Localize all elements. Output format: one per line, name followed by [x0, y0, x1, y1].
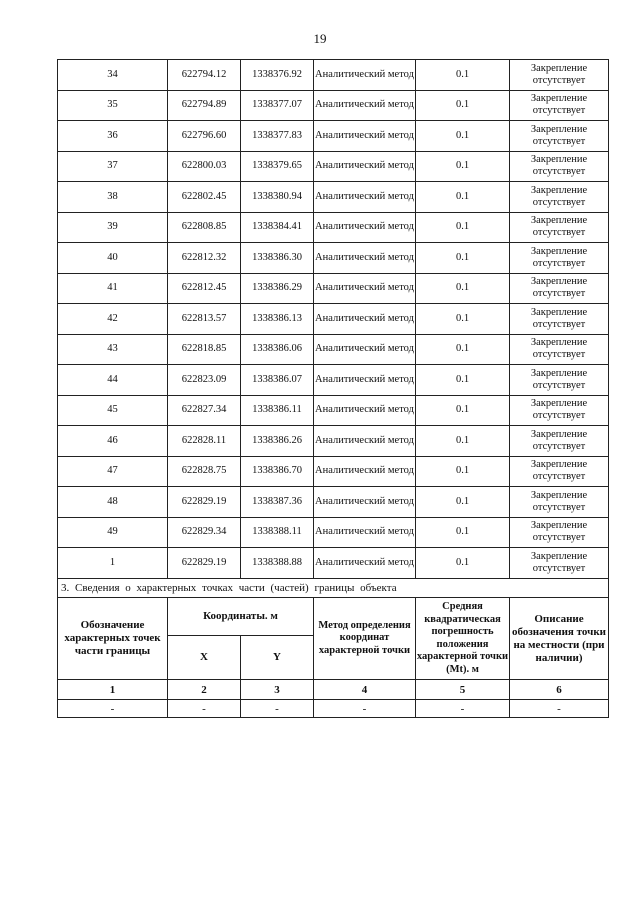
accuracy-cell: 0.1 — [416, 365, 510, 396]
method-cell: Аналитический метод — [314, 121, 416, 152]
description-cell: Закрепление отсутствует — [510, 273, 609, 304]
section-title: 3. Сведения о характерных точках части (частей) границы объекта — [58, 579, 609, 598]
column-number: 2 — [168, 680, 241, 700]
table-row — [58, 182, 609, 213]
method-cell: Аналитический метод — [314, 182, 416, 213]
description-cell: Закрепление отсутствует — [510, 548, 609, 579]
table-row — [58, 548, 609, 579]
accuracy-cell: 0.1 — [416, 90, 510, 121]
description-cell: Закрепление отсутствует — [510, 365, 609, 396]
method-cell: Аналитический метод — [314, 487, 416, 518]
table-row — [58, 334, 609, 365]
accuracy-cell: 0.1 — [416, 395, 510, 426]
table-row — [58, 426, 609, 457]
method-cell: Аналитический метод — [314, 151, 416, 182]
coordinate-y-cell: 1338386.70 — [241, 456, 314, 487]
coordinate-y-cell: 1338386.29 — [241, 273, 314, 304]
coordinate-y-cell: 1338386.30 — [241, 243, 314, 274]
point-number-cell: 43 — [58, 334, 168, 365]
description-cell: Закрепление отсутствует — [510, 182, 609, 213]
coordinate-x-cell: 622829.34 — [168, 517, 241, 548]
method-cell: Аналитический метод — [314, 395, 416, 426]
coordinate-y-cell: 1338388.11 — [241, 517, 314, 548]
column-number: 6 — [510, 680, 609, 700]
table-row — [58, 395, 609, 426]
point-number-cell: 44 — [58, 365, 168, 396]
empty-cell: - — [241, 700, 314, 718]
description-cell: Закрепление отсутствует — [510, 243, 609, 274]
accuracy-cell: 0.1 — [416, 487, 510, 518]
points-table — [57, 59, 609, 579]
coordinate-x-cell: 622812.32 — [168, 243, 241, 274]
coordinate-x-cell: 622794.12 — [168, 60, 241, 91]
method-cell: Аналитический метод — [314, 304, 416, 335]
accuracy-cell: 0.1 — [416, 334, 510, 365]
coordinate-x-cell: 622812.45 — [168, 273, 241, 304]
coordinate-x-cell: 622829.19 — [168, 548, 241, 579]
header-designation: Обозначение характерных точек части границы — [58, 598, 168, 680]
point-number-cell: 37 — [58, 151, 168, 182]
description-cell: Закрепление отсутствует — [510, 517, 609, 548]
description-cell: Закрепление отсутствует — [510, 487, 609, 518]
empty-cell: - — [416, 700, 510, 718]
accuracy-cell: 0.1 — [416, 517, 510, 548]
description-cell: Закрепление отсутствует — [510, 212, 609, 243]
description-cell: Закрепление отсутствует — [510, 60, 609, 91]
header-accuracy: Средняя квадратическая погрешность положения характерной точки (Mt). м — [416, 598, 510, 680]
method-cell: Аналитический метод — [314, 90, 416, 121]
empty-cell: - — [58, 700, 168, 718]
description-cell: Закрепление отсутствует — [510, 334, 609, 365]
table-row — [58, 517, 609, 548]
method-cell: Аналитический метод — [314, 365, 416, 396]
empty-cell: - — [314, 700, 416, 718]
coordinate-y-cell: 1338386.07 — [241, 365, 314, 396]
method-cell: Аналитический метод — [314, 548, 416, 579]
coordinate-x-cell: 622828.11 — [168, 426, 241, 457]
method-cell: Аналитический метод — [314, 456, 416, 487]
empty-data-row — [58, 700, 609, 718]
point-number-cell: 47 — [58, 456, 168, 487]
points-table-body — [58, 60, 609, 579]
point-number-cell: 34 — [58, 60, 168, 91]
description-cell: Закрепление отсутствует — [510, 304, 609, 335]
coordinate-y-cell: 1338386.11 — [241, 395, 314, 426]
table-row — [58, 487, 609, 518]
table-row — [58, 304, 609, 335]
method-cell: Аналитический метод — [314, 426, 416, 457]
point-number-cell: 40 — [58, 243, 168, 274]
coordinate-x-cell: 622828.75 — [168, 456, 241, 487]
table-row — [58, 60, 609, 91]
header-method: Метод определения координат характерной точки — [314, 598, 416, 680]
accuracy-cell: 0.1 — [416, 60, 510, 91]
accuracy-cell: 0.1 — [416, 456, 510, 487]
method-cell: Аналитический метод — [314, 517, 416, 548]
method-cell: Аналитический метод — [314, 273, 416, 304]
header-description: Описание обозначения точки на местности (при наличии) — [510, 598, 609, 680]
coordinate-y-cell: 1338377.07 — [241, 90, 314, 121]
table-row — [58, 212, 609, 243]
coordinate-y-cell: 1338380.94 — [241, 182, 314, 213]
table-row — [58, 121, 609, 152]
part-boundary-table — [57, 578, 609, 718]
point-number-cell: 42 — [58, 304, 168, 335]
accuracy-cell: 0.1 — [416, 182, 510, 213]
table-row — [58, 456, 609, 487]
accuracy-cell: 0.1 — [416, 273, 510, 304]
coordinate-x-cell: 622827.34 — [168, 395, 241, 426]
table-row — [58, 365, 609, 396]
coordinate-y-cell: 1338387.36 — [241, 487, 314, 518]
coordinate-y-cell: 1338384.41 — [241, 212, 314, 243]
coordinate-y-cell: 1338376.92 — [241, 60, 314, 91]
description-cell: Закрепление отсутствует — [510, 151, 609, 182]
coordinate-y-cell: 1338377.83 — [241, 121, 314, 152]
header-x: X — [168, 636, 241, 680]
coordinate-x-cell: 622796.60 — [168, 121, 241, 152]
empty-cell: - — [510, 700, 609, 718]
column-number: 5 — [416, 680, 510, 700]
point-number-cell: 46 — [58, 426, 168, 457]
table-row — [58, 90, 609, 121]
description-cell: Закрепление отсутствует — [510, 426, 609, 457]
coordinate-x-cell: 622818.85 — [168, 334, 241, 365]
accuracy-cell: 0.1 — [416, 243, 510, 274]
method-cell: Аналитический метод — [314, 334, 416, 365]
coordinate-x-cell: 622802.45 — [168, 182, 241, 213]
accuracy-cell: 0.1 — [416, 304, 510, 335]
coordinate-x-cell: 622829.19 — [168, 487, 241, 518]
description-cell: Закрепление отсутствует — [510, 90, 609, 121]
point-number-cell: 49 — [58, 517, 168, 548]
column-number: 1 — [58, 680, 168, 700]
empty-cell: - — [168, 700, 241, 718]
method-cell: Аналитический метод — [314, 212, 416, 243]
coordinate-x-cell: 622823.09 — [168, 365, 241, 396]
point-number-cell: 38 — [58, 182, 168, 213]
header-coordinates: Координаты. м — [168, 598, 314, 636]
accuracy-cell: 0.1 — [416, 426, 510, 457]
coordinate-y-cell: 1338386.13 — [241, 304, 314, 335]
coordinate-y-cell: 1338388.88 — [241, 548, 314, 579]
point-number-cell: 36 — [58, 121, 168, 152]
column-numbers-row — [58, 680, 609, 700]
coordinate-y-cell: 1338379.65 — [241, 151, 314, 182]
accuracy-cell: 0.1 — [416, 151, 510, 182]
coordinate-x-cell: 622808.85 — [168, 212, 241, 243]
table-row — [58, 243, 609, 274]
description-cell: Закрепление отсутствует — [510, 395, 609, 426]
coordinate-y-cell: 1338386.06 — [241, 334, 314, 365]
point-number-cell: 39 — [58, 212, 168, 243]
column-number: 4 — [314, 680, 416, 700]
point-number-cell: 45 — [58, 395, 168, 426]
point-number-cell: 41 — [58, 273, 168, 304]
point-number-cell: 48 — [58, 487, 168, 518]
table-row — [58, 151, 609, 182]
page-number: 19 — [313, 31, 327, 46]
coordinate-y-cell: 1338386.26 — [241, 426, 314, 457]
coordinate-x-cell: 622800.03 — [168, 151, 241, 182]
table-row — [58, 273, 609, 304]
point-number-cell: 1 — [58, 548, 168, 579]
method-cell: Аналитический метод — [314, 243, 416, 274]
description-cell: Закрепление отсутствует — [510, 456, 609, 487]
description-cell: Закрепление отсутствует — [510, 121, 609, 152]
header-y: Y — [241, 636, 314, 680]
accuracy-cell: 0.1 — [416, 212, 510, 243]
accuracy-cell: 0.1 — [416, 548, 510, 579]
accuracy-cell: 0.1 — [416, 121, 510, 152]
coordinate-x-cell: 622813.57 — [168, 304, 241, 335]
column-number: 3 — [241, 680, 314, 700]
coordinate-x-cell: 622794.89 — [168, 90, 241, 121]
method-cell: Аналитический метод — [314, 60, 416, 91]
point-number-cell: 35 — [58, 90, 168, 121]
